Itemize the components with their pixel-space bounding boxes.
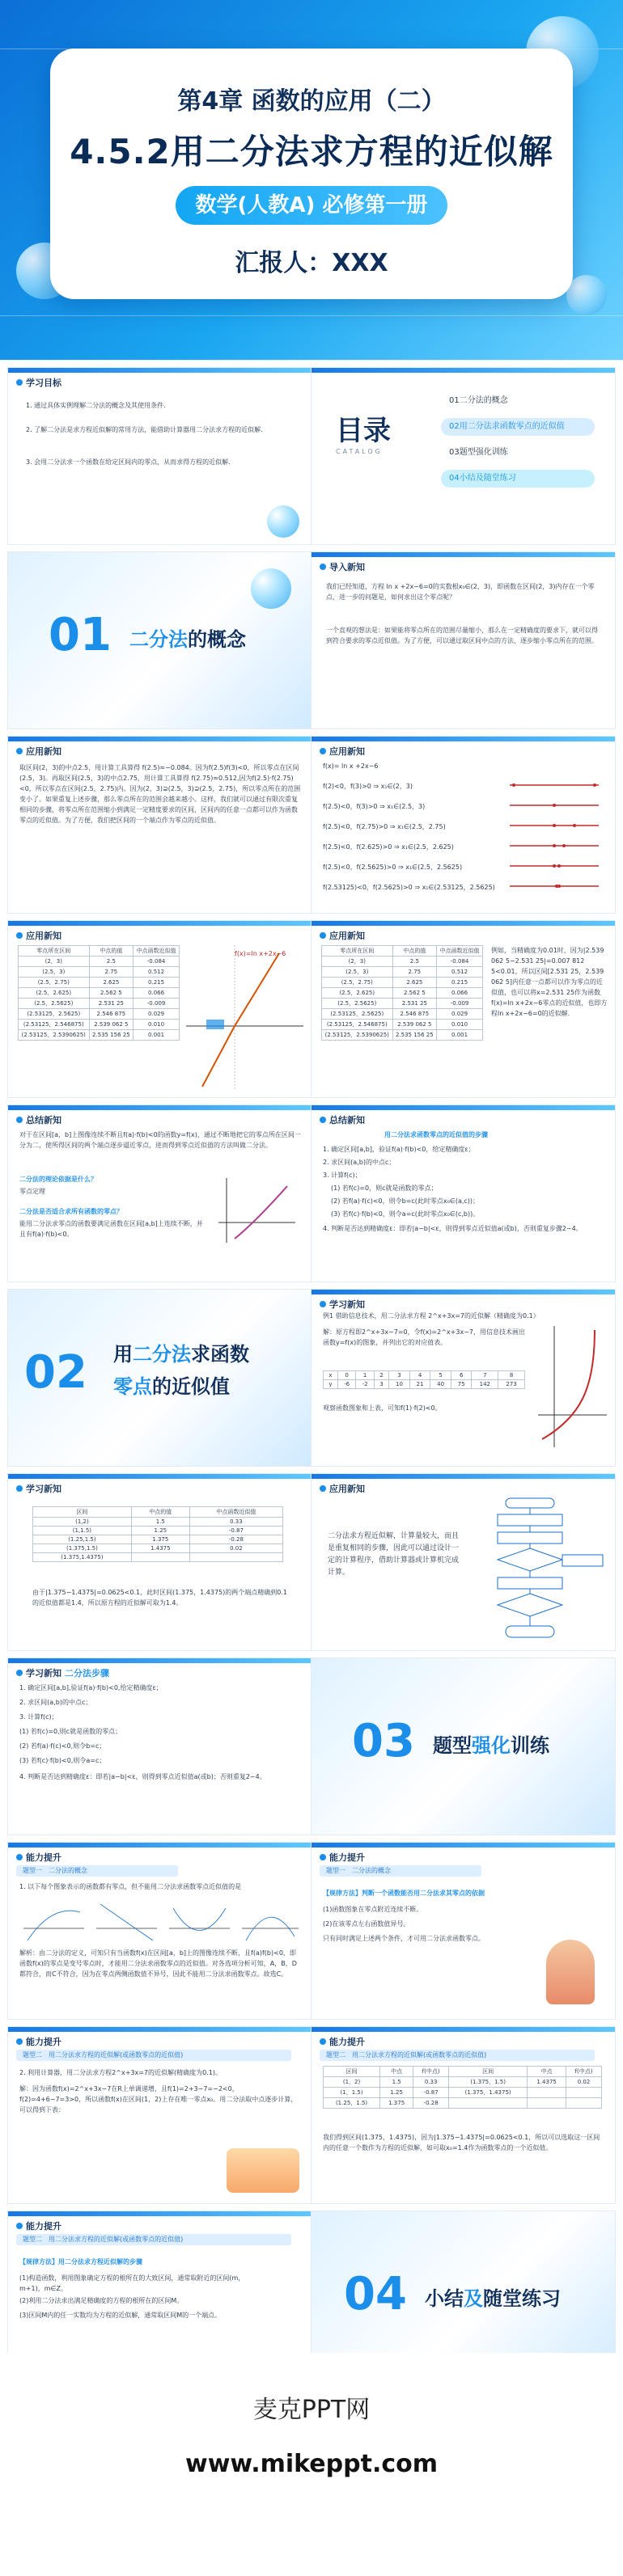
steps-title: 用二分法求函数零点的近似值的步骤 xyxy=(384,1131,488,1138)
table-row: (2.53125，2.5625) 2.546 875 0.029 xyxy=(322,1009,483,1020)
bullet-icon xyxy=(16,379,23,386)
bullet-icon xyxy=(16,932,23,939)
intro-paragraph: 一个直观的想法是：如果能将零点所在的范围尽量缩小，那么在一定精确度的要求下，就可以得到符合要求的零点近似值。为了方便，可以通过取区间中点的方法，逐步缩小零点所在的范围。 xyxy=(326,627,598,644)
slide-header: 总结新知 xyxy=(320,1113,365,1126)
toc-item-4[interactable]: 04小结及随堂练习 xyxy=(441,470,595,488)
goal-item: 1. 通过具体实例理解二分法的概念及其使用条件. xyxy=(26,402,166,409)
deco-line xyxy=(0,315,623,316)
method-title: 【规律方法】用二分法求方程近似解的步骤 xyxy=(19,2258,142,2266)
goals-slide xyxy=(8,368,312,544)
book-subtitle: 数学(人教A) 必修第一册 xyxy=(176,186,447,225)
example-text: 例1 借助信息技术，用二分法求方程 2^x+3x=7的近似解（精确度为0.1） xyxy=(323,1312,540,1320)
slide-header: 应用新知 xyxy=(320,929,365,942)
conclusion: 由于|1.375−1.4375|=0.0625<0.1，此时区间(1.375，1.4375)的两个端点精确到0.1的近似值都是1.4，所以原方程的近似解可取为1.4。 xyxy=(32,1589,287,1607)
top-bar xyxy=(8,2027,312,2032)
bullet-icon xyxy=(320,932,326,939)
toc-item-1[interactable]: 01二分法的概念 xyxy=(449,396,508,405)
table-row: (2，3) 2.5 -0.084 xyxy=(19,956,180,967)
bullet-icon xyxy=(320,1117,326,1123)
slide-header: 能力提升 xyxy=(16,2219,61,2232)
top-bar xyxy=(312,2027,615,2032)
step-line: 1. 确定区间[a,b]，验证f(a)·f(b)<0，给定精确度ε； xyxy=(323,1146,475,1153)
precision-note: 例如，当精确度为0.01时，因为|2.539 062 5−2.531 25|=0.007 812 5<0.01，所以区间[2.531 25，2.539 062 5]内任意一点都可以作为零点的近似值，也可以将x=2.531 25作为函数f(x)=ln x+2x−6零点的近似值，也即方程ln x+2x−6=0的近似解. xyxy=(491,947,608,1017)
table-row: (2.5，2.5625) 2.531 25 -0.009 xyxy=(19,999,180,1009)
bubble-decoration xyxy=(566,275,607,315)
slide-header: 总结新知 xyxy=(16,1113,61,1126)
question: 二分法是否适合求所有函数的零点？ xyxy=(19,1208,123,1215)
slide-header: 能力提升 xyxy=(320,2035,365,2048)
section-1-slide xyxy=(8,552,312,728)
table-row: (2.5，3) 2.75 0.512 xyxy=(322,967,483,978)
top-bar xyxy=(312,921,615,926)
table-row: (1.25，1.5) 1.375 -0.28 xyxy=(324,2098,602,2109)
bullet-icon xyxy=(320,1485,326,1492)
top-bar xyxy=(8,368,312,373)
top-bar xyxy=(8,1474,312,1479)
table-row: (1，1.5) 1.25 -0.87 (1.375，1.4375) xyxy=(324,2088,602,2098)
toc-slide xyxy=(312,368,615,544)
topic-tag: 题型一 二分法的概念 xyxy=(16,1865,178,1877)
learn-slide xyxy=(312,1290,615,1466)
bullet-icon xyxy=(16,1854,23,1860)
option-graphs xyxy=(19,1896,301,1945)
value-table xyxy=(323,1370,525,1389)
section-number: 01 xyxy=(49,609,112,661)
flowchart xyxy=(473,1497,607,1646)
topic-tag: 题型二 用二分法求方程的近似解(或函数零点的近似值) xyxy=(16,2050,291,2061)
answer: 能用二分法求零点的函数要满足函数在区间[a,b]上连续不断，并且有f(a)·f(b)<0。 xyxy=(19,1220,203,1238)
watermark-footer xyxy=(0,2353,623,2576)
step-line: (3) 若f(c)·f(b)<0,则令a=c； xyxy=(19,1757,106,1764)
equation-line: f(2.53125)<0，f(2.5625)>0 ⇒ x₁∈(2.53125，2.5625) xyxy=(323,884,495,891)
table-row: (1,2) 1.5 0.33 xyxy=(33,1518,283,1527)
toc-item-2[interactable]: 02用二分法求函数零点的近似值 xyxy=(441,418,595,436)
lesson-title: 4.5.2用二分法求方程的近似解 xyxy=(70,132,553,171)
step-line: 2. 求区间(a,b)的中点c； xyxy=(19,1699,92,1706)
table-row: x 0 1 2 3 4 5 6 7 8 xyxy=(324,1371,525,1380)
step-line: (3) 若f(c)·f(b)<0，则令a=c(此时零点x₀∈(c,b))。 xyxy=(331,1210,480,1218)
ability-table-slide xyxy=(312,2027,615,2203)
program-note: 二分法求方程近似解，计算量较大，而且是重复相同的步骤，因此可以通过设计一定的计算程序，借助计算器或计算机完成计算。 xyxy=(328,1532,460,1577)
chapter-title: 第4章 函数的应用（二） xyxy=(177,87,446,116)
conclusion: 我们得到区间(1.375，1.4375)，因为|1.375−1.4375|=0.0625<0.1，所以可以选取这一区间内的任意一个数作为方程的近似解，如可取x₀=1.4作为函数零点的一个近似值。 xyxy=(323,2134,600,2152)
table-row: (2.5，3) 2.75 0.512 xyxy=(19,967,180,978)
table-row: (2.53125，2.546875) 2.539 062 5 0.010 xyxy=(322,1020,483,1030)
table-row: (2.5，2.625) 2.562 5 0.066 xyxy=(19,988,180,999)
slide-header: 导入新知 xyxy=(320,560,365,573)
cover-slide xyxy=(0,0,623,360)
slide-header: 学习新知 xyxy=(16,1482,61,1495)
exponential-graph xyxy=(538,1326,607,1447)
bullet-icon xyxy=(320,1301,326,1307)
reporter: 汇报人：XXX xyxy=(235,249,388,277)
goal-item: 2. 了解二分法是求方程近似解的常用方法，能借助计算器用二分法求方程的近似解. xyxy=(26,426,263,433)
step-line: (2) 若f(a)·f(c)<0，则令b=c(此时零点x₀∈(a,c))； xyxy=(331,1197,480,1205)
step-line: 4. 判断是否达到精确度ε：即若|a−b|<ε，则得到零点近似值a(或b)；否则重复2~4。 xyxy=(19,1773,266,1780)
bullet-icon xyxy=(16,1485,23,1492)
table-row: (2.53125，2.5625) 2.546 875 0.029 xyxy=(19,1009,180,1020)
top-bar xyxy=(8,921,312,926)
step-line: (1) 若f(c)=0，则c就是函数的零点； xyxy=(331,1185,438,1192)
top-bar xyxy=(312,552,615,557)
question-text: 1. 以下每个图象表示的函数都有零点，但不能用二分法求函数零点近似值的是 xyxy=(19,1883,242,1890)
ability-method-slide xyxy=(312,1843,615,2019)
equation-line: f(2.5)<0，f(2.75)>0 ⇒ x₁∈(2.5，2.75) xyxy=(323,823,446,830)
method-line: (1)函数图象在零点附近连续不断。 xyxy=(323,1906,423,1913)
solution-text: 解：原方程即2^x+3x−7=0，令f(x)=2^x+3x−7，用信息技术画出函数y=f(x)的图象，并列出它的对应值表。 xyxy=(323,1328,525,1346)
equation-line: f(2.5)<0，f(2.5625)>0 ⇒ x₁∈(2.5，2.5625) xyxy=(323,864,463,871)
apply-slide-steps xyxy=(312,737,615,913)
section-title: 二分法的概念 xyxy=(129,628,246,651)
toc-title: 目录 CATALOG xyxy=(336,415,391,455)
step-line: 2. 求区间(a,b)的中点c； xyxy=(323,1159,396,1166)
bullet-icon xyxy=(16,1117,23,1123)
section-2-slide xyxy=(8,1290,312,1466)
table-row: (1，2) 1.5 0.33 (1.375，1.5) 1.4375 0.02 xyxy=(324,2077,602,2088)
goal-item: 3. 会用二分法求一个函数在给定区间内的零点，从而求得方程的近似解. xyxy=(26,458,231,466)
equation-line: f(2.5)<0，f(3)>0 ⇒ x₁∈(2.5，3) xyxy=(323,803,426,810)
solution-text: 解析：由二分法的定义，可知只有当函数f(x)在区间[a，b]上的图像连续不断，且f(a)f(b)<0，即函数f(x)的零点是变号零点时，才能用二分法求函数零点的近似值。对各选项分析可知，A，B，D都符合，而C不符合，因为在零点两侧函数值不异号，因此不能用二分法求函数零点。故选C。 xyxy=(19,1949,297,1978)
table-row: (2.5，2.5625) 2.531 25 -0.009 xyxy=(322,999,483,1009)
table-row: (2.5，2.75) 2.625 0.215 xyxy=(19,978,180,988)
table-row: (2.53125，2.5390625) 2.535 156 25 0.001 xyxy=(322,1030,483,1041)
slide-header: 学习新知 xyxy=(320,1298,365,1311)
student-illustration xyxy=(227,2148,299,2193)
topic-tag: 题型一 二分法的概念 xyxy=(320,1865,481,1877)
table-row: (2.5，2.625) 2.562 5 0.066 xyxy=(322,988,483,999)
top-bar xyxy=(312,737,615,741)
slide-header: 学习目标 xyxy=(16,376,61,389)
top-bar xyxy=(312,368,615,373)
apply-paragraph: 取区间(2，3)的中点2.5，用计算工具算得 f(2.5)≈−0.084。因为f(2.5)f(3)<0，所以零点在区间(2.5，3)。再取区间(2.5，3)的中点2.75，用计算工具算得 f(2.75)≈0.512,因为f(2.5)·f(2.75)<0，所以零点在区间(2.5，2.75)内。因为(2，3)⊇(2.5，3)⊇(2.5，2.75)，所以零点所在的范围变小了。如果重复上述步骤，那么零点所在的范围会越来越小。这样，我们就可以通过有限次重复相同的步骤，将零点所在范围缩小到满足一定精度要求的区间，区间内的任意一点都可以作为函数零点的近似值。为了方便，我们把区间的一个端点作为零点的近似值。 xyxy=(19,764,301,824)
intro-paragraph: 我们已经知道，方程 ln x +2x−6=0的实数根x₀∈(2，3)，即函数在区间(2，3)内存在一个零点，进一步的问题是，如何求出这个零点呢？ xyxy=(326,583,595,601)
bisection-table: 零点所在区间 中点的值 中点函数近似值 (2，3) 2.5 -0.084 (2.5，3) 2.75 0.512 (2.5，2.75) 2.625 0.215 (2.5，2.625) 2.562 5 0.066 (2.5，2.5625) 2.531 25 -0.009 (2.53125，2.5625) 2.546 875 0.029 (2.53125，2.546875) 2.539 062 5 0.010 (2.53125，2.5390625) 2.535 156 25 0.001 xyxy=(321,945,483,1041)
intro-slide xyxy=(312,552,615,728)
table-row: (2.53125，2.546875) 2.539 062 5 0.010 xyxy=(19,1020,180,1030)
section-title-line-1: 用二分法求函数 xyxy=(113,1343,249,1366)
section-3-slide xyxy=(312,1658,615,1835)
slide-header: 能力提升 xyxy=(16,1851,61,1864)
table-row: (1,1.5) 1.25 -0.87 xyxy=(33,1527,283,1535)
bisection-table: 零点所在区间 中点的值 中点函数近似值 (2，3) 2.5 -0.084 (2.5，3) 2.75 0.512 (2.5，2.75) 2.625 0.215 (2.5，2.625) 2.562 5 0.066 (2.5，2.5625) 2.531 25 -0.009 (2.53125，2.5625) 2.546 875 0.029 (2.53125，2.546875) 2.539 062 5 0.010 (2.53125，2.5390625) 2.535 156 25 0.001 xyxy=(18,945,180,1041)
slide-header: 能力提升 xyxy=(16,2035,61,2048)
graph-label: f(x)=ln x+2x−6 xyxy=(235,950,286,957)
section-number: 03 xyxy=(352,1715,415,1767)
table-row: (2.53125，2.5390625) 2.535 156 25 0.001 xyxy=(19,1030,180,1041)
observation: 观察函数图象和上表，可知f(1)·f(2)<0。 xyxy=(323,1404,442,1412)
bisection-table: 区间 中点的值 中点函数近似值 (1,2) 1.5 0.33 (1,1.5) 1.25 -0.87 (1.25,1.5) 1.375 -0.28 (1.375,1.5) 1.4375 0.02 (1.375,1.4375) xyxy=(32,1506,283,1562)
table-row: (2.5，2.75) 2.625 0.215 xyxy=(322,978,483,988)
table-row: (1.25,1.5) 1.375 -0.28 xyxy=(33,1535,283,1544)
apply-table-slide xyxy=(8,921,312,1097)
question: 二分法的理论依据是什么？ xyxy=(19,1176,97,1183)
brand-name: 麦克PPT网 xyxy=(252,2396,371,2424)
top-bar xyxy=(8,2211,312,2216)
bullet-icon xyxy=(16,2223,23,2229)
bisection-table: 区间 中点 f(中点) 区间 中点 f(中点) (1，2) 1.5 0.33 (1.375，1.5) 1.4375 0.02 (1，1.5) 1.25 -0.87 (1.375，1.4375) (1.25，1.5) 1.375 -0.28 xyxy=(323,2066,602,2109)
slide-header: 应用新知 xyxy=(16,745,61,758)
toc-item-3[interactable]: 03题型强化训练 xyxy=(449,448,508,457)
table-row: y -6 -2 3 10 21 40 75 142 273 xyxy=(324,1380,525,1389)
equation-line: f(2)<0，f(3)>0 ⇒ x₁∈(2，3) xyxy=(323,783,413,790)
slide-header: 应用新知 xyxy=(16,929,61,942)
equation-line: f(2.5)<0，f(2.625)>0 ⇒ x₁∈(2.5，2.625) xyxy=(323,843,454,851)
function-graph xyxy=(186,945,303,1091)
bubble-decoration xyxy=(251,568,291,609)
bullet-icon xyxy=(320,748,326,754)
section-number: 02 xyxy=(24,1346,87,1399)
apply-precision-slide xyxy=(312,921,615,1097)
slide-header: 应用新知 xyxy=(320,745,365,758)
topic-tag: 题型二 用二分法求方程的近似解(或函数零点的近似值) xyxy=(320,2050,595,2061)
step-line: 1. 确定区间[a,b],验证f(a)·f(b)<0,给定精确度ε； xyxy=(19,1684,163,1691)
bullet-icon xyxy=(16,748,23,754)
slide-header: 学习新知 二分法步骤 xyxy=(16,1666,109,1679)
student-illustration xyxy=(546,1940,595,2004)
table-row: (1.375,1.5) 1.4375 0.02 xyxy=(33,1544,283,1553)
method-line: (3)区间M内的任一实数均为方程的近似解，通常取区间M的一个端点。 xyxy=(19,2312,222,2319)
bubble-decoration xyxy=(267,505,299,538)
section-number: 04 xyxy=(344,2268,407,2321)
top-bar xyxy=(8,1105,312,1110)
summary-steps-slide xyxy=(312,1105,615,1282)
top-bar xyxy=(312,1105,615,1110)
learn-table-slide xyxy=(8,1474,312,1650)
definition-text: 对于在区间[a，b]上图像连续不断且f(a)·f(b)<0的函数y=f(x)，通过不断地把它的零点所在区间一分为二，使所得区间的两个端点逐步逼近零点，进而得到零点近似值的方法叫做二分法。 xyxy=(19,1131,301,1149)
method-line: (2)利用二分法求出满足精确度的方程的根所在的区间M。 xyxy=(19,2297,184,2304)
learn-steps-slide xyxy=(8,1658,312,1835)
step-line: (2) 若f(a)·f(c)<0,则令b=c； xyxy=(19,1742,106,1750)
top-bar xyxy=(8,1658,312,1663)
bullet-icon xyxy=(320,2038,326,2045)
apply-slide xyxy=(8,737,312,913)
summary-slide xyxy=(8,1105,312,1282)
step-line: 4. 判断是否达到精确度ε：即若|a−b|<ε，则得到零点近似值a(或b)，否则重复步骤2~4。 xyxy=(323,1225,583,1232)
top-bar xyxy=(312,1290,615,1294)
brand-url[interactable]: www.mikeppt.com xyxy=(185,2450,438,2478)
step-line: 3. 计算f(c)； xyxy=(19,1713,58,1721)
cover-panel xyxy=(50,49,573,299)
method-title: 【规律方法】判断一个函数能否用二分法求其零点的依据 xyxy=(323,1890,485,1897)
bullet-icon xyxy=(320,1854,326,1860)
bullet-icon xyxy=(16,2038,23,2045)
equation-line: f(x)= ln x +2x−6 xyxy=(323,762,379,770)
section-title-line-2: 零点的近似值 xyxy=(113,1375,230,1398)
ability-slide xyxy=(8,1843,312,2019)
section-title: 题型强化训练 xyxy=(433,1734,549,1757)
interval-number-lines xyxy=(506,777,603,898)
solution-text: 解：因为函数f(x)=2^x+3x−7在R上单调递增，且f(1)=2+3−7=−2<0，f(2)=4+6−7=3>0，所以函数f(x)在区间(1，2)上存在唯一零点x₀。用二分法取中点逐步计算，可以得到下表： xyxy=(19,2085,298,2114)
bullet-icon xyxy=(320,564,326,570)
table-row: (2，3) 2.5 -0.084 xyxy=(322,956,483,967)
topic-tag: 题型二 用二分法求方程的近似解(或函数零点的近似值) xyxy=(16,2234,291,2245)
slide-header: 能力提升 xyxy=(320,1851,365,1864)
slide-header: 应用新知 xyxy=(320,1482,365,1495)
bullet-icon xyxy=(16,1670,23,1676)
top-bar xyxy=(312,1474,615,1479)
table-row: (1.375,1.4375) xyxy=(33,1553,283,1562)
apply-program-slide xyxy=(312,1474,615,1650)
sketch-graph xyxy=(210,1174,299,1247)
step-line: (1) 若f(c)=0,则c就是函数的零点； xyxy=(19,1728,122,1735)
question-text: 2. 利用计算器，用二分法求方程2^x+3x=7的近似解(精确度为0.1)。 xyxy=(19,2069,222,2076)
ability-example-slide xyxy=(8,2027,312,2203)
top-bar xyxy=(312,1843,615,1848)
method-line: 只有同时满足上述两个条件，才可用二分法求函数零点。 xyxy=(323,1935,485,1942)
top-bar xyxy=(8,1843,312,1848)
step-line: 3. 计算f(c)； xyxy=(323,1172,362,1179)
top-bar xyxy=(8,737,312,741)
method-line: (2)在该零点左右函数值异号。 xyxy=(323,1920,410,1928)
answer: 零点定理 xyxy=(19,1188,45,1195)
section-title: 小结及随堂练习 xyxy=(425,2287,561,2310)
method-line: (1)构造函数，利用图象确定方程的根所在的大致区间，通常取附近的区间(m，m+1)，m∈Z。 xyxy=(19,2274,245,2292)
